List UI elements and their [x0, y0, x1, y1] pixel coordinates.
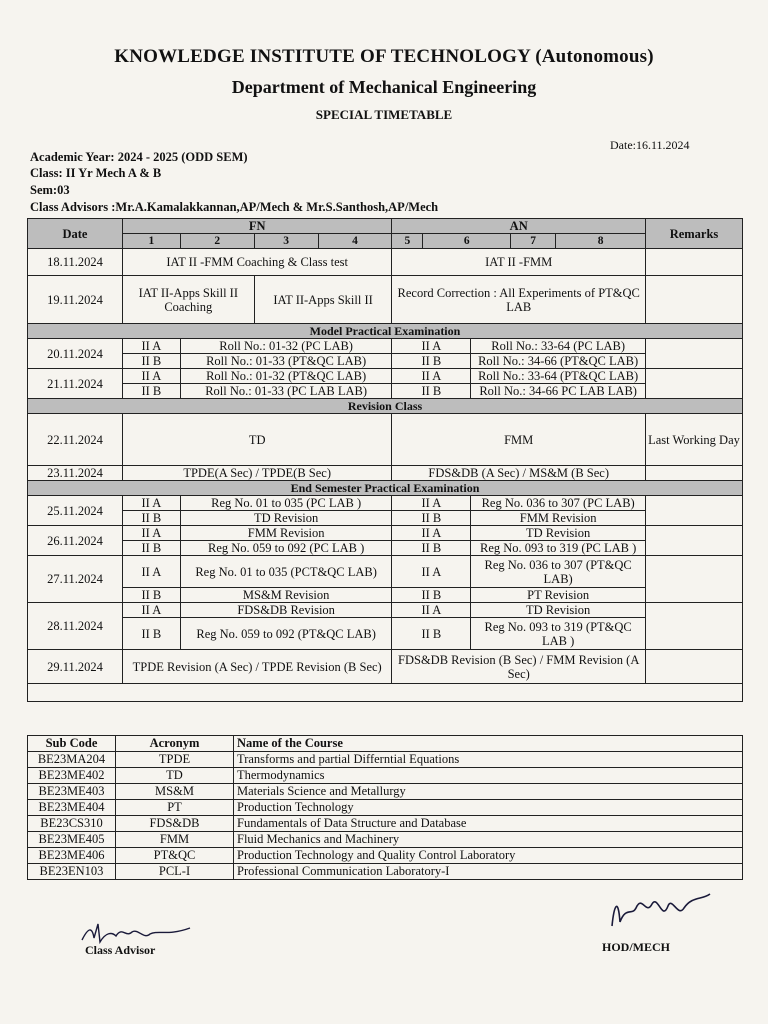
subject-acronym: PT [116, 800, 234, 816]
section-revision-class: Revision Class [28, 399, 743, 414]
subject-name: Fundamentals of Data Structure and Database [234, 816, 743, 832]
subject-name: Production Technology [234, 800, 743, 816]
department-name: Department of Mechanical Engineering [231, 77, 537, 97]
period-2: 2 [180, 234, 254, 249]
section-header [28, 399, 743, 414]
header-remarks: Remarks [645, 219, 742, 249]
subject-acronym: TD [116, 768, 234, 784]
section-cell: II B [122, 384, 180, 399]
table-row [28, 511, 743, 526]
section-header [28, 324, 743, 339]
subject-row [28, 864, 743, 880]
subject-code: BE23ME404 [28, 800, 116, 816]
header-an: AN [392, 219, 646, 234]
document-date: Date:16.11.2024 [610, 138, 690, 152]
an-cell: IAT II -FMM [392, 249, 646, 276]
fn-cell: IAT II-Apps Skill II Coaching [122, 276, 254, 324]
subject-name: Transforms and partial Differntial Equations [234, 752, 743, 768]
table-row [28, 384, 743, 399]
header-sub-code: Sub Code [28, 736, 116, 752]
table-row [28, 603, 743, 618]
an-cell: Record Correction : All Experiments of PT&QC LAB [392, 276, 646, 324]
section-header [28, 481, 743, 496]
an-cell: Reg No. 036 to 307 (PC LAB) [471, 496, 646, 511]
fn-cell: Reg No. 01 to 035 (PCT&QC LAB) [180, 556, 392, 588]
period-5: 5 [392, 234, 423, 249]
section-cell: II A [392, 496, 471, 511]
remarks-cell [645, 466, 742, 481]
section-cell: II B [392, 354, 471, 369]
table-row [28, 650, 743, 684]
row-date: 27.11.2024 [28, 556, 123, 603]
section-cell: II A [122, 369, 180, 384]
table-row [28, 496, 743, 511]
fn-cell: Roll No.: 01-33 (PC LAB LAB) [180, 384, 392, 399]
period-6: 6 [423, 234, 511, 249]
period-3: 3 [254, 234, 318, 249]
fn-cell: Reg No. 059 to 092 (PC LAB ) [180, 541, 392, 556]
section-cell: II A [392, 603, 471, 618]
section-cell: II B [122, 618, 180, 650]
subject-code: BE23MA204 [28, 752, 116, 768]
academic-year: Academic Year: 2024 - 2025 (ODD SEM) [30, 150, 248, 164]
period-8: 8 [556, 234, 646, 249]
section-model-practical: Model Practical Examination [28, 324, 743, 339]
institute-name: KNOWLEDGE INSTITUTE OF TECHNOLOGY (Autonomous) [114, 46, 654, 67]
subject-rows [28, 752, 743, 880]
fn-cell: FDS&DB Revision [180, 603, 392, 618]
header-date: Date [28, 219, 123, 249]
semester-info: Sem:03 [30, 183, 70, 197]
section-cell: II B [392, 511, 471, 526]
remarks-cell [645, 603, 742, 650]
fn-cell: TPDE Revision (A Sec) / TPDE Revision (B Sec) [122, 650, 392, 684]
subject-code: BE23CS310 [28, 816, 116, 832]
table-row [28, 369, 743, 384]
section-cell: II A [122, 496, 180, 511]
subject-row [28, 816, 743, 832]
fn-cell: MS&M Revision [180, 588, 392, 603]
period-7: 7 [511, 234, 556, 249]
class-advisor-label: Class Advisor [85, 943, 156, 957]
an-cell: Roll No.: 34-66 PC LAB LAB) [471, 384, 646, 399]
subject-acronym: MS&M [116, 784, 234, 800]
section-cell: II B [122, 511, 180, 526]
fn-cell: FMM Revision [180, 526, 392, 541]
table-row [28, 339, 743, 354]
subject-code: BE23ME402 [28, 768, 116, 784]
header-course-name: Name of the Course [234, 736, 743, 752]
fn-cell: Reg No. 01 to 035 (PC LAB ) [180, 496, 392, 511]
document-title: SPECIAL TIMETABLE [315, 107, 453, 122]
table-row [28, 588, 743, 603]
subject-row [28, 784, 743, 800]
section-cell: II A [122, 339, 180, 354]
hod-signature [606, 886, 716, 936]
subject-name: Materials Science and Metallurgy [234, 784, 743, 800]
subject-acronym: FMM [116, 832, 234, 848]
section-cell: II A [392, 369, 471, 384]
subject-acronym: PT&QC [116, 848, 234, 864]
section-cell: II B [392, 384, 471, 399]
row-date: 23.11.2024 [28, 466, 123, 481]
row-date: 25.11.2024 [28, 496, 123, 526]
subject-code: BE23ME403 [28, 784, 116, 800]
subject-header-row [28, 736, 743, 752]
table-header-row [28, 219, 743, 234]
section-cell: II A [122, 556, 180, 588]
row-date: 21.11.2024 [28, 369, 123, 399]
period-4: 4 [318, 234, 392, 249]
section-cell: II B [392, 541, 471, 556]
section-cell: II A [122, 603, 180, 618]
header-acronym: Acronym [116, 736, 234, 752]
class-advisors: Class Advisors :Mr.A.Kamalakkannan,AP/Mech & Mr.S.Santhosh,AP/Mech [30, 200, 439, 214]
an-cell: PT Revision [471, 588, 646, 603]
header-fn: FN [122, 219, 392, 234]
subject-code: BE23ME406 [28, 848, 116, 864]
section-cell: II B [392, 588, 471, 603]
table-row [28, 249, 743, 276]
an-cell: TD Revision [471, 603, 646, 618]
section-cell: II B [392, 618, 471, 650]
subject-row [28, 752, 743, 768]
section-cell: II B [122, 541, 180, 556]
section-cell: II B [122, 354, 180, 369]
row-date: 22.11.2024 [28, 414, 123, 466]
subject-table [27, 735, 743, 880]
fn-cell: TPDE(A Sec) / TPDE(B Sec) [122, 466, 392, 481]
spacer-cell [28, 684, 743, 702]
subject-name: Fluid Mechanics and Machinery [234, 832, 743, 848]
an-cell: FDS&DB (A Sec) / MS&M (B Sec) [392, 466, 646, 481]
subject-row [28, 768, 743, 784]
period-row [28, 234, 743, 249]
section-end-semester: End Semester Practical Examination [28, 481, 743, 496]
subject-name: Production Technology and Quality Control Laboratory [234, 848, 743, 864]
remarks-cell [645, 369, 742, 399]
remarks-cell: Last Working Day [645, 414, 742, 466]
table-row [28, 466, 743, 481]
subject-name: Professional Communication Laboratory-I [234, 864, 743, 880]
section-cell: II B [122, 588, 180, 603]
subject-code: BE23EN103 [28, 864, 116, 880]
table-row [28, 526, 743, 541]
table-row [28, 276, 743, 324]
section-cell: II A [392, 526, 471, 541]
period-1: 1 [122, 234, 180, 249]
subject-code: BE23ME405 [28, 832, 116, 848]
remarks-cell [645, 650, 742, 684]
table-row [28, 556, 743, 588]
fn-cell: TD Revision [180, 511, 392, 526]
subject-row [28, 800, 743, 816]
fn-cell: IAT II-Apps Skill II [254, 276, 392, 324]
an-cell: FMM [392, 414, 646, 466]
row-date: 26.11.2024 [28, 526, 123, 556]
fn-cell: Roll No.: 01-32 (PC LAB) [180, 339, 392, 354]
row-date: 19.11.2024 [28, 276, 123, 324]
table-row [28, 354, 743, 369]
an-cell: Reg No. 036 to 307 (PT&QC LAB) [471, 556, 646, 588]
section-cell: II A [392, 339, 471, 354]
fn-cell: Roll No.: 01-32 (PT&QC LAB) [180, 369, 392, 384]
subject-name: Thermodynamics [234, 768, 743, 784]
remarks-cell [645, 556, 742, 603]
an-cell: Reg No. 093 to 319 (PC LAB ) [471, 541, 646, 556]
row-date: 29.11.2024 [28, 650, 123, 684]
an-cell: TD Revision [471, 526, 646, 541]
row-date: 20.11.2024 [28, 339, 123, 369]
table-row [28, 414, 743, 466]
timetable [27, 218, 743, 702]
section-cell: II A [392, 556, 471, 588]
hod-label: HOD/MECH [602, 940, 670, 954]
fn-cell: IAT II -FMM Coaching & Class test [122, 249, 392, 276]
an-cell: Reg No. 093 to 319 (PT&QC LAB ) [471, 618, 646, 650]
fn-cell: Reg No. 059 to 092 (PT&QC LAB) [180, 618, 392, 650]
class-info: Class: II Yr Mech A & B [30, 166, 162, 180]
an-cell: FMM Revision [471, 511, 646, 526]
subject-acronym: TPDE [116, 752, 234, 768]
fn-cell: TD [122, 414, 392, 466]
remarks-cell [645, 339, 742, 369]
subject-acronym: PCL-I [116, 864, 234, 880]
fn-cell: Roll No.: 01-33 (PT&QC LAB) [180, 354, 392, 369]
subject-acronym: FDS&DB [116, 816, 234, 832]
table-row [28, 618, 743, 650]
row-date: 18.11.2024 [28, 249, 123, 276]
remarks-cell [645, 526, 742, 556]
remarks-cell [645, 496, 742, 526]
an-cell: Roll No.: 33-64 (PC LAB) [471, 339, 646, 354]
section-cell: II A [122, 526, 180, 541]
subject-row [28, 832, 743, 848]
remarks-cell [645, 276, 742, 324]
an-cell: FDS&DB Revision (B Sec) / FMM Revision (A Sec) [392, 650, 646, 684]
an-cell: Roll No.: 33-64 (PT&QC LAB) [471, 369, 646, 384]
subject-row [28, 848, 743, 864]
row-date: 28.11.2024 [28, 603, 123, 650]
remarks-cell [645, 249, 742, 276]
table-row [28, 541, 743, 556]
an-cell: Roll No.: 34-66 (PT&QC LAB) [471, 354, 646, 369]
table-row [28, 684, 743, 702]
